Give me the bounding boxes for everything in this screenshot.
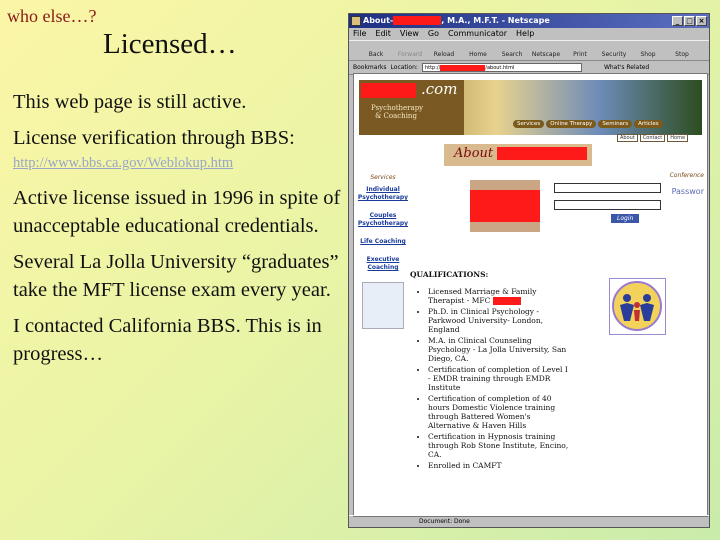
location-label: Location: <box>390 64 418 71</box>
netscape-button[interactable]: Netscape <box>531 51 561 58</box>
menu-help[interactable]: Help <box>516 29 535 38</box>
slide-corner-text: who else…? <box>7 6 97 26</box>
qualification-item: • Certification in Hypnosis training through Rob Stone Institute, Encino, CA. <box>428 432 570 459</box>
menu-view[interactable]: View <box>399 29 419 38</box>
slide-bullets <box>13 88 343 376</box>
maximize-icon[interactable]: □ <box>684 16 695 26</box>
online-therapy-ad[interactable] <box>362 282 404 329</box>
security-button[interactable]: Security <box>601 51 627 58</box>
window-title-prefix: About- <box>363 16 394 25</box>
redaction-box <box>440 65 485 71</box>
family-figures-icon <box>610 279 665 334</box>
home-button[interactable]: Home <box>469 51 487 58</box>
qualification-text: Licensed Marriage & Family Therapist - MFC <box>428 287 537 305</box>
netscape-window <box>348 13 710 528</box>
about-heading-text: About <box>454 146 494 161</box>
bullet-active-license: Active license issued in 1996 in spite of unacceptable educational credentials. <box>13 187 341 237</box>
search-button[interactable]: Search <box>501 51 523 58</box>
location-input[interactable] <box>422 63 582 72</box>
services-sidebar <box>357 174 409 329</box>
status-bar <box>349 515 709 527</box>
window-title-bar <box>349 14 709 28</box>
nav-services[interactable]: Services <box>513 120 544 128</box>
qualification-item <box>428 287 570 305</box>
redaction-box <box>470 190 540 222</box>
print-button[interactable]: Print <box>573 51 587 58</box>
whats-related-button[interactable]: What's Related <box>603 64 650 71</box>
nav-articles[interactable]: Articles <box>634 120 663 128</box>
shop-button[interactable]: Shop <box>640 51 656 58</box>
location-suffix: /about.html <box>485 65 515 71</box>
location-prefix: http:// <box>424 65 441 71</box>
password-label: Passwor <box>671 187 704 196</box>
password-field[interactable] <box>554 200 661 210</box>
therapist-photo <box>470 180 540 232</box>
web-page-viewport[interactable] <box>353 73 708 517</box>
window-title-suffix: , M.A., M.F.T. - Netscape <box>441 16 550 25</box>
menu-edit[interactable]: Edit <box>375 29 391 38</box>
forward-button[interactable]: Forward <box>397 51 423 58</box>
sidebar-item-life-coaching[interactable]: Life Coaching <box>360 238 406 245</box>
close-icon[interactable]: × <box>696 16 707 26</box>
navigation-toolbar <box>349 40 709 61</box>
certification-badge <box>609 278 666 335</box>
bbs-link[interactable]: http://www.bbs.ca.gov/Weblokup.htm <box>13 155 234 171</box>
qualifications-section <box>410 270 570 472</box>
bullet-graduates: Several La Jolla University “graduates” take the MFT license exam every year. <box>13 251 339 301</box>
status-text: Document: Done <box>419 518 470 525</box>
sidebar-item-couples[interactable]: Couples Psychotherapy <box>357 212 409 227</box>
redaction-box <box>497 147 587 160</box>
nav-online-therapy[interactable]: Online Therapy <box>546 120 596 128</box>
bullet-page-active: This web page is still active. <box>13 91 247 113</box>
menu-go[interactable]: Go <box>427 29 439 38</box>
qualification-item: • Enrolled in CAMFT <box>428 461 570 470</box>
site-banner <box>359 80 702 135</box>
subnav-about[interactable]: About <box>617 134 638 142</box>
qualification-item: • Ph.D. in Clinical Psychology - Parkwood University- London, England <box>428 307 570 334</box>
minimize-icon[interactable]: _ <box>672 16 683 26</box>
about-heading <box>454 146 587 161</box>
redaction-box <box>361 83 416 98</box>
site-nav <box>513 120 663 128</box>
qualification-item: • M.A. in Clinical Counseling Psychology - La Jolla University, San Diego, CA. <box>428 336 570 363</box>
logo-suffix: .com <box>421 80 458 98</box>
sub-nav <box>617 134 688 142</box>
login-panel <box>554 172 704 223</box>
bookmarks-button[interactable]: Bookmarks <box>353 64 387 71</box>
bullet-license-verification: License verification through BBS: <box>13 127 295 149</box>
qualification-item: • Certification of completion of Level I - EMDR training through EMDR Institute <box>428 365 570 392</box>
subnav-home[interactable]: Home <box>667 134 688 142</box>
redaction-box <box>493 297 521 305</box>
netscape-window-icon[interactable] <box>351 16 361 26</box>
login-button[interactable]: Login <box>611 214 639 223</box>
menu-file[interactable]: File <box>353 29 367 38</box>
bullet-contacted-bbs: I contacted California BBS. This is in progress… <box>13 315 322 365</box>
logo-tagline: Psychotherapy & Coaching <box>371 104 424 120</box>
site-logo[interactable] <box>359 80 464 135</box>
back-button[interactable]: Back <box>368 51 384 58</box>
stop-button[interactable]: Stop <box>675 51 689 58</box>
sidebar-item-executive[interactable]: Executive Coaching <box>366 256 400 271</box>
redaction-box <box>393 16 441 25</box>
subnav-contact[interactable]: Contact <box>640 134 665 142</box>
menu-bar <box>349 28 709 40</box>
nav-seminars[interactable]: Seminars <box>598 120 632 128</box>
menu-communicator[interactable]: Communicator <box>447 29 508 38</box>
sidebar-item-individual[interactable]: Individual Psychotherapy <box>357 186 409 201</box>
login-header: Conference <box>669 172 704 179</box>
slide-title: Licensed… <box>103 28 237 60</box>
sidebar-header: Services <box>370 174 396 181</box>
qualification-item: • Certification of completion of 40 hours Domestic Violence training through Battered Women's Alternative & Haven Hills <box>428 394 570 430</box>
qualifications-heading: QUALIFICATIONS: <box>410 270 489 279</box>
reload-button[interactable]: Reload <box>433 51 455 58</box>
